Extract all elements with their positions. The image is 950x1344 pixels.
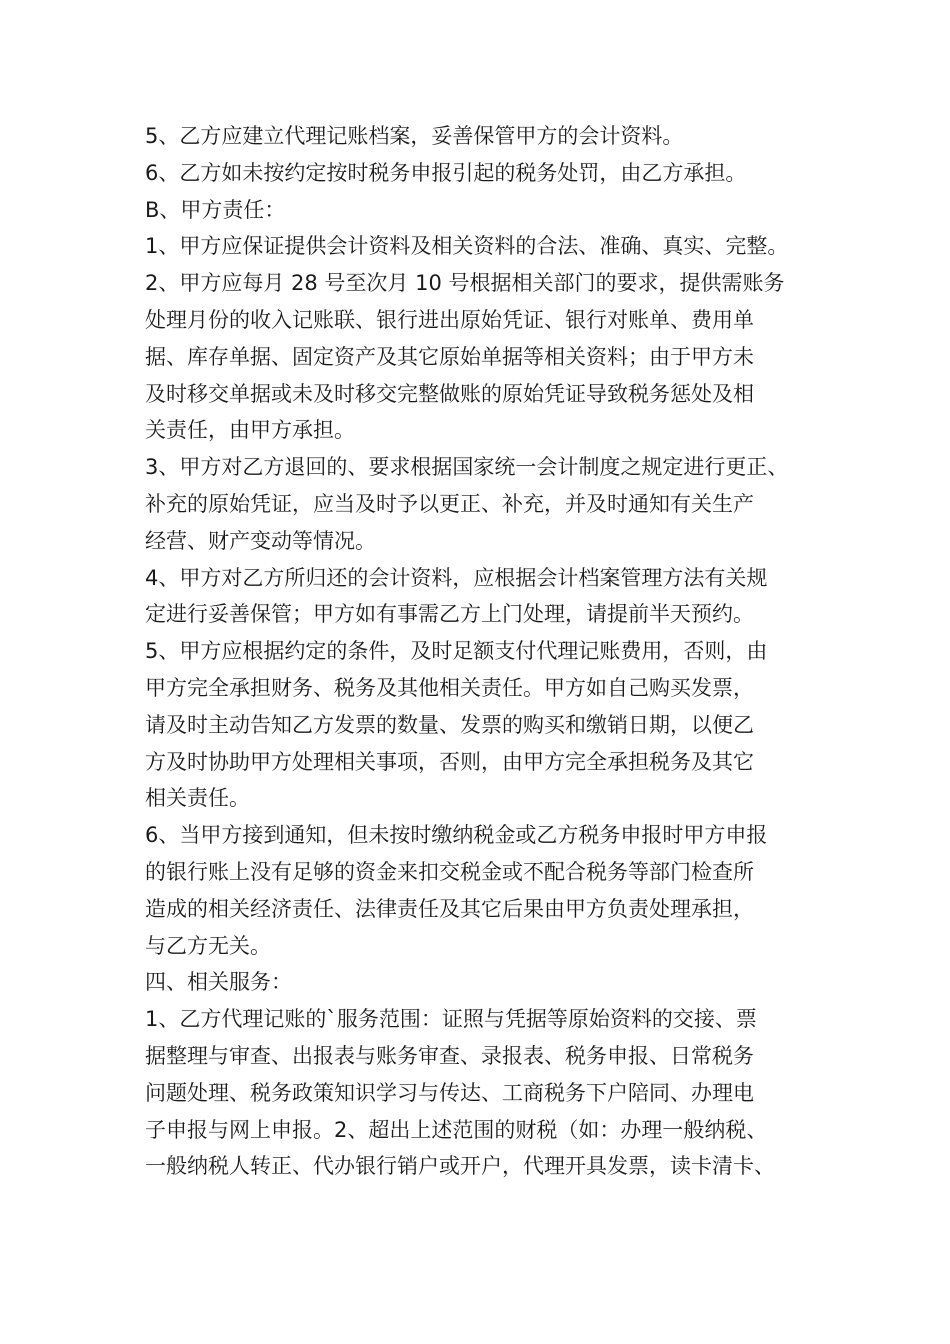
- text-line: 1、甲方应保证提供会计资料及相关资料的合法、准确、真实、完整。: [145, 234, 789, 259]
- text-line: 5、甲方应根据约定的条件，及时足额支付代理记账费用，否则，由: [145, 639, 768, 664]
- text-line: 造成的相关经济责任、法律责任及其它后果由甲方负责处理承担，: [145, 896, 754, 921]
- section-heading-party-a-duties: B、甲方责任：: [145, 197, 286, 222]
- text-line: 补充的原始凭证，应当及时予以更正、补充，并及时通知有关生产: [145, 491, 754, 516]
- text-line: 处理月份的收入记账联、银行进出原始凭证、银行对账单、费用单: [145, 307, 754, 332]
- text-line: 方及时协助甲方处理相关事项，否则，由甲方完全承担税务及其它: [145, 749, 754, 774]
- contract-body-text: [145, 118, 845, 1185]
- text-line: 关责任，由甲方承担。: [145, 418, 355, 443]
- text-line: 相关责任。: [145, 786, 250, 811]
- text-line: 问题处理、税务政策知识学习与传达、工商税务下户陪同、办理电: [145, 1080, 754, 1105]
- text-line: 1、乙方代理记账的`服务范围：证照与凭据等原始资料的交接、票: [145, 1007, 757, 1032]
- text-line: 及时移交单据或未及时移交完整做账的原始凭证导致税务惩处及相: [145, 381, 754, 406]
- text-line: 6、乙方如未按约定按时税务申报引起的税务处罚，由乙方承担。: [145, 160, 747, 185]
- text-line: 与乙方无关。: [145, 933, 271, 958]
- text-line: 2、甲方应每月 28 号至次月 10 号根据相关部门的要求，提供需账务: [145, 271, 785, 296]
- text-line: 经营、财产变动等情况。: [145, 528, 376, 553]
- text-line: 据整理与审查、出报表与账务审查、录报表、税务申报、日常税务: [145, 1043, 754, 1068]
- text-line: 4、甲方对乙方所归还的会计资料，应根据会计档案管理方法有关规: [145, 565, 768, 590]
- text-line: 子申报与网上申报。2、超出上述范围的财税（如：办理一般纳税、: [145, 1117, 768, 1142]
- text-line: 3、甲方对乙方退回的、要求根据国家统一会计制度之规定进行更正、: [145, 455, 789, 480]
- text-line: 据、库存单据、固定资产及其它原始单据等相关资料；由于甲方未: [145, 344, 754, 369]
- text-line: 定进行妥善保管；甲方如有事需乙方上门处理，请提前半天预约。: [145, 602, 754, 627]
- text-line: 甲方完全承担财务、税务及其他相关责任。甲方如自己购买发票，: [145, 675, 754, 700]
- text-line: 6、当甲方接到通知，但未按时缴纳税金或乙方税务申报时甲方申报: [145, 823, 768, 848]
- text-line: 请及时主动告知乙方发票的数量、发票的购买和缴销日期，以便乙: [145, 712, 754, 737]
- text-line: 的银行账上没有足够的资金来扣交税金或不配合税务等部门检查所: [145, 859, 754, 884]
- section-heading-related-services: 四、相关服务：: [145, 970, 292, 995]
- text-line: 5、乙方应建立代理记账档案，妥善保管甲方的会计资料。: [145, 124, 684, 148]
- text-line: 一般纳税人转正、代办银行销户或开户，代理开具发票，读卡清卡、: [145, 1154, 775, 1179]
